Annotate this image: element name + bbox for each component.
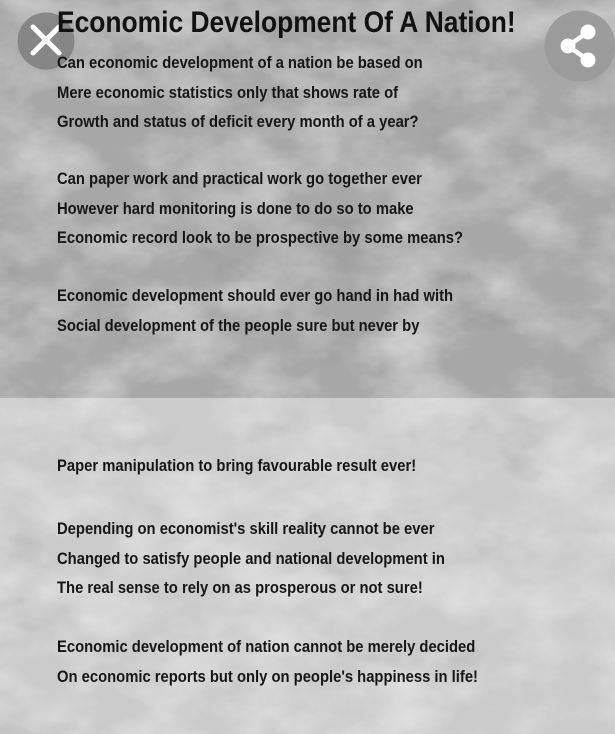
share-icon — [544, 10, 615, 82]
poem-line: Economic development should ever go hand in had with — [57, 286, 454, 305]
poem-line: Paper manipulation to bring favourable result ever! — [57, 456, 417, 475]
poem-stanza — [57, 514, 445, 603]
poem-line: Depending on economist's skill reality cannot be ever — [57, 519, 435, 538]
poem-stanza — [57, 164, 463, 253]
poem-line: Can economic development of a nation be based on — [57, 53, 423, 72]
poem-stanza — [57, 632, 478, 691]
poem-line: The real sense to rely on as prosperous or not sure! — [57, 578, 423, 597]
poem-line: Can paper work and practical work go together ever — [57, 169, 422, 188]
share-button[interactable] — [544, 10, 615, 82]
poem-stanza — [57, 48, 423, 137]
poem-line: However hard monitoring is done to do so to make — [57, 198, 414, 218]
poem-line: Economic development of nation cannot be merely decided — [57, 637, 476, 656]
poem-line: Economic record look to be prospective by some means? — [57, 228, 464, 247]
poem-line: Mere economic statistics only that shows rate of — [57, 82, 399, 102]
page-title: Economic Development Of A Nation! — [57, 6, 516, 39]
poem-stanza — [57, 451, 416, 481]
poem-line: Changed to satisfy people and national development in — [57, 548, 445, 568]
poem-line: Social development of the people sure but never by — [57, 315, 420, 335]
poem-line: Growth and status of deficit every month of a year? — [57, 112, 419, 131]
poem-line: On economic reports but only on people's happiness in life! — [57, 666, 478, 686]
poem-stanza — [57, 281, 453, 340]
